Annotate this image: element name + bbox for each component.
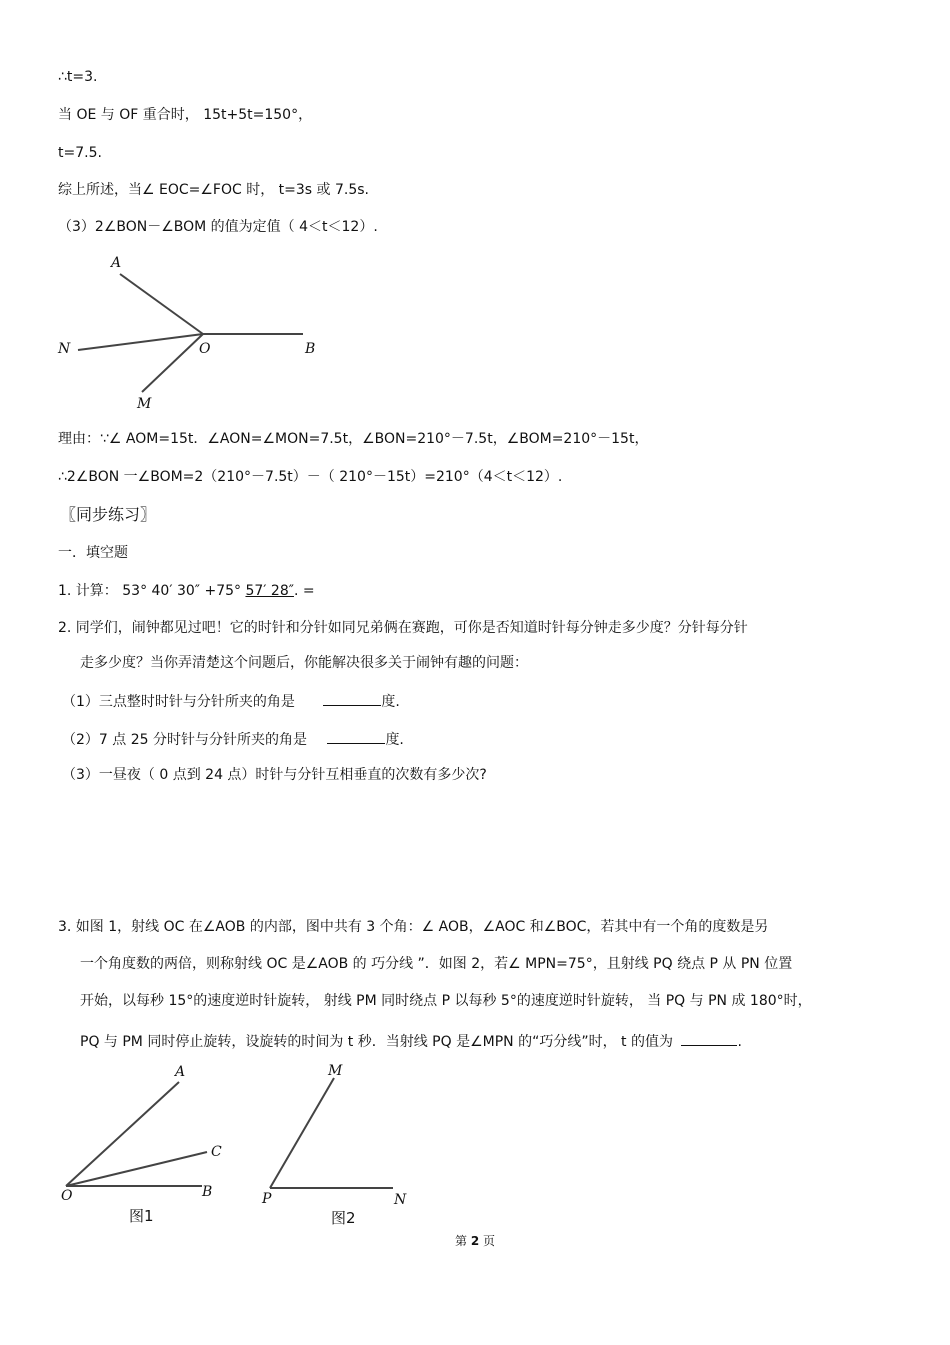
- unit-text: 度.: [385, 732, 404, 748]
- text-line: t=7.5.: [58, 145, 102, 161]
- unit-text: 度.: [381, 694, 400, 710]
- question-1-answer: 57′ 28″: [245, 583, 294, 599]
- section-heading: 〖同步练习〗: [60, 505, 157, 524]
- question-2-line: 走多少度？当你弄清楚这个问题后，你能解决很多关于闹钟有趣的问题：: [80, 655, 528, 671]
- text-line: （3）2∠BON－∠BOM 的值为定值（ 4＜t＜12）.: [58, 219, 378, 235]
- point-label-n: N: [58, 341, 71, 357]
- text-line: ∴2∠BON 一∠BOM=2（210°－7.5t）－（ 210°－15t）=210°（4＜t＜12）.: [58, 469, 563, 485]
- question-3-line: 一个角度数的两倍，则称射线 OC 是∠AOB 的 巧分线 ”．如图 2，若∠ MPN=75°，且射线 PQ 绕点 P 从 PN 位置: [80, 956, 793, 972]
- point-label-o: O: [61, 1188, 73, 1204]
- sub-question-text: （2）7 点 25 分时针与分针所夹的角是: [62, 732, 307, 748]
- question-2-sub3: （3）一昼夜（ 0 点到 24 点）时针与分针互相垂直的次数有多少次?: [62, 767, 487, 783]
- point-label-b: B: [305, 341, 316, 357]
- page-footer: [0, 1232, 950, 1249]
- text-line: 当 OE 与 OF 重合时， 15t+5t=150°，: [58, 107, 313, 123]
- page-number: 2: [470, 1234, 480, 1248]
- point-label-a: A: [111, 255, 122, 271]
- sub-question-text: （1）三点整时时针与分针所夹的角是: [62, 694, 295, 710]
- point-label-n: N: [394, 1192, 407, 1208]
- footer-suffix: 页: [479, 1234, 495, 1248]
- question-1-suffix: . =: [293, 583, 315, 599]
- question-2-line: 2. 同学们，闹钟都见过吧！它的时针和分针如同兄弟俩在赛跑，可你是否知道时针每分钟走多少度？分针每分针: [58, 620, 748, 636]
- point-label-m: M: [328, 1063, 343, 1079]
- text-line: 理由：∵∠ AOM=15t．∠AON=∠MON=7.5t，∠BON=210°－7.5t，∠BOM=210°－15t，: [58, 431, 649, 447]
- question-3-line: 3. 如图 1，射线 OC 在∠AOB 的内部，图中共有 3 个角：∠ AOB，∠AOC 和∠BOC，若其中有一个角的度数是另: [58, 919, 769, 935]
- point-label-m: M: [137, 396, 152, 412]
- figure-2-caption: 图2: [331, 1209, 356, 1227]
- point-label-p: P: [262, 1191, 272, 1207]
- point-label-a: A: [175, 1064, 186, 1080]
- figure-1-caption: 图1: [129, 1207, 154, 1225]
- point-label-o: O: [199, 341, 211, 357]
- text-line: ∴t=3.: [58, 69, 98, 85]
- question-1-text: 1. 计算： 53° 40′ 30″ +75°: [58, 583, 246, 599]
- part-heading: 一．填空题: [58, 545, 128, 561]
- question-3-end: .: [737, 1034, 742, 1050]
- footer-prefix: 第: [454, 1234, 471, 1248]
- question-3-line: 开始，以每秒 15°的速度逆时针旋转， 射线 PM 同时绕点 P 以每秒 5°的速度逆时针旋转， 当 PQ 与 PN 成 180°时，: [80, 993, 812, 1009]
- point-label-b: B: [202, 1184, 213, 1200]
- point-label-c: C: [211, 1144, 222, 1160]
- question-3-text: PQ 与 PM 同时停止旋转，设旋转的时间为 t 秒．当射线 PQ 是∠MPN 的“巧分线”时， t 的值为: [80, 1034, 673, 1050]
- text-line: 综上所述，当∠ EOC=∠FOC 时， t=3s 或 7.5s.: [58, 182, 370, 198]
